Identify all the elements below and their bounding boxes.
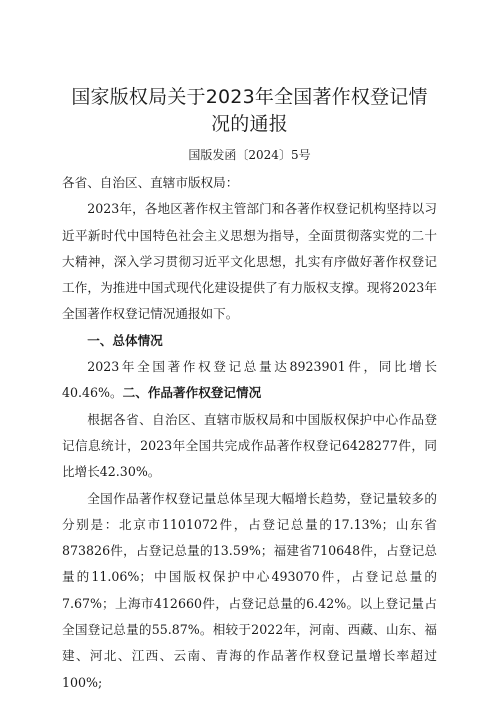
section-2-paragraph-1: 根据各省、自治区、直辖市版权局和中国版权保护中心作品登记信息统计，2023年全国共完成作品著作权登记6428277件，同比增长42.30%。 bbox=[62, 411, 437, 480]
section-2-paragraph-2: 全国作品著作权登记量总体呈现大幅增长趋势，登记量较多的分别是：北京市1101072件，占登记总量的17.13%；山东省873826件，占登记总量的13.59%；福建省710648件，占登记总量的11.06%；中国版权保护中心493070件，占登记总量的7.67%；上海市412660件，占登记总量的6.42%。以上登记量占全国登记总量的55.87%。相较于2022年，河南、西藏、山东、福建、河北、江西、云南、青海的作品著作权登记量增长率超过100%; bbox=[62, 490, 437, 690]
document-number: 国版发函〔2024〕5号 bbox=[188, 148, 311, 162]
section-1-paragraph bbox=[62, 354, 437, 407]
section-1-heading: 一、总体情况 bbox=[87, 332, 163, 348]
addressee: 各省、自治区、直辖市版权局： bbox=[62, 175, 239, 190]
section-2-heading: 二、作品著作权登记情况 bbox=[122, 385, 262, 401]
document-title: 国家版权局关于2023年全国著作权登记情况的通报 bbox=[71, 86, 428, 135]
intro-paragraph: 2023年，各地区著作权主管部门和各著作权登记机构坚持以习近平新时代中国特色社会主义思想为指导，全面贯彻落实党的二十大精神，深入学习贯彻习近平文化思想，扎实有序做好著作权登记工作，为推进中国式现代化建设提供了有力版权支撑。现将2023年全国著作权登记情况通报如下。 bbox=[62, 201, 437, 322]
document-page bbox=[62, 84, 437, 696]
section-1-text: 2023年全国著作权登记总量达8923901件，同比增长40.46%。 bbox=[62, 359, 437, 401]
